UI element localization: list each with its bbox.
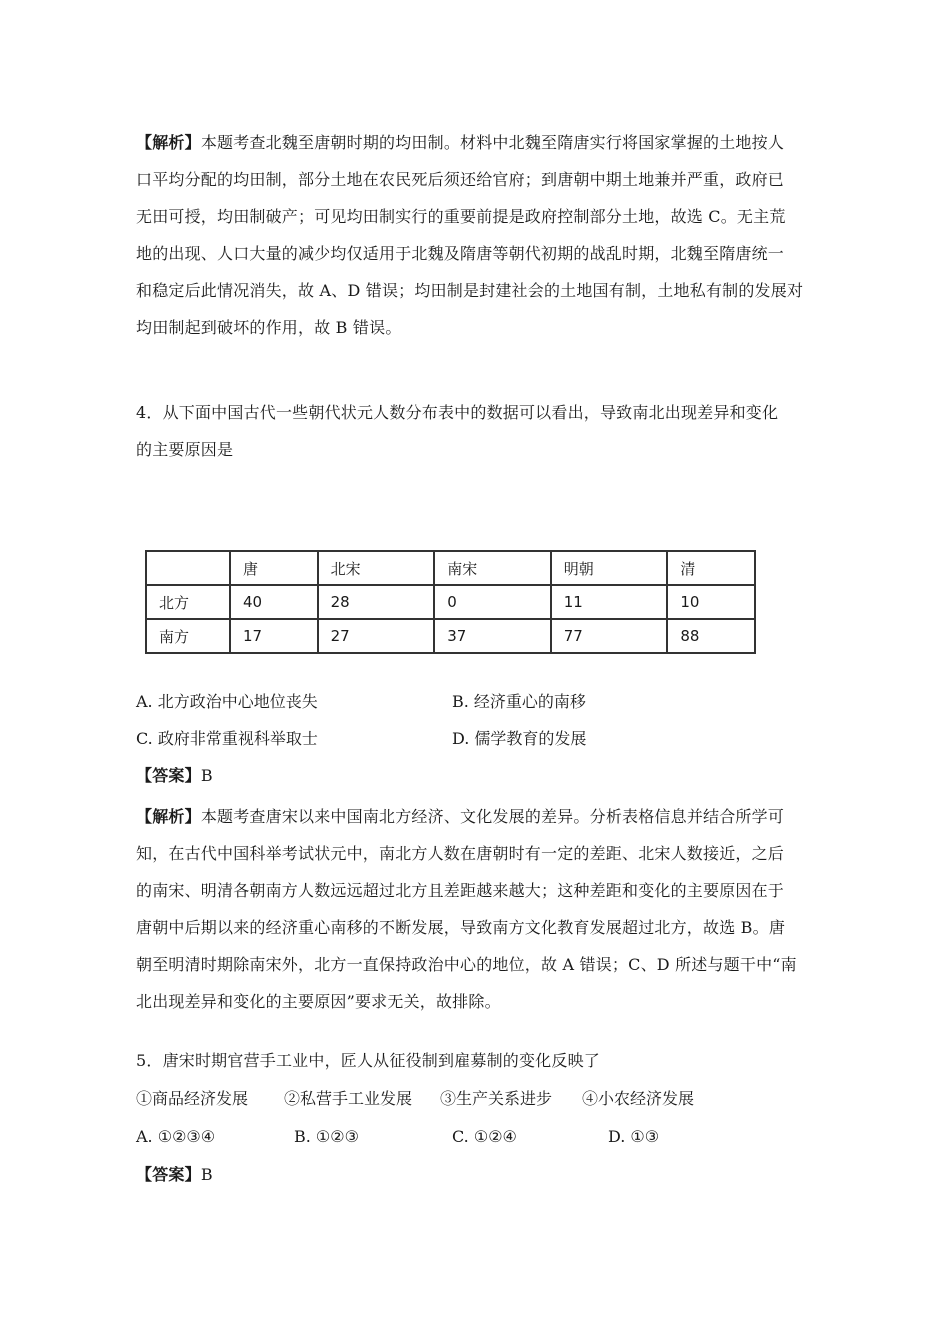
table-header-row (146, 551, 755, 585)
q5-item: ①商品经济发展 (136, 1089, 249, 1108)
q4-analysis-line: 北出现差异和变化的主要原因”要求无关，故排除。 (136, 992, 501, 1011)
q4-analysis-line: 的南宋、明清各朝南方人数远远超过北方且差距越来越大；这种差距和变化的主要原因在于 (136, 881, 785, 900)
q5-option-a: A. ①②③④ (136, 1127, 216, 1146)
q5-option-d: D. ①③ (608, 1127, 660, 1146)
q4-option-a: A. 北方政治中心地位丧失 (136, 692, 318, 711)
table-cell: 27 (318, 619, 435, 653)
q5-option-c: C. ①②④ (452, 1127, 517, 1146)
answer-label: 【答案】 (136, 1165, 201, 1184)
q4-answer (136, 757, 816, 794)
q3-analysis (136, 124, 816, 346)
table-cell: 南宋 (434, 551, 551, 585)
table-row (146, 619, 755, 653)
table-cell: 10 (667, 585, 755, 619)
table-cell: 37 (434, 619, 551, 653)
q4-option-d: D. 儒学教育的发展 (452, 729, 587, 748)
q4-analysis-line: 唐朝中后期以来的经济重心南移的不断发展，导致南方文化教育发展超过北方，故选 B。唐 (136, 918, 786, 937)
q5-item: ②私营手工业发展 (284, 1089, 413, 1108)
table-row (146, 585, 755, 619)
table-cell: 11 (551, 585, 668, 619)
q4-analysis (136, 798, 816, 1020)
q5-item: ④小农经济发展 (582, 1089, 695, 1108)
table-cell: 唐 (230, 551, 318, 585)
answer-value: B (200, 766, 213, 785)
q5-options-row (136, 1118, 816, 1155)
q4-analysis-line: 朝至明清时期除南宋外，北方一直保持政治中心的地位，故 A 错误；C、D 所述与题干中“南 (136, 955, 797, 974)
q4-stem (136, 394, 816, 468)
q4-stem-line: 4．从下面中国古代一些朝代状元人数分布表中的数据可以看出，导致南北出现差异和变化 (136, 403, 779, 422)
q3-analysis-line: 和稳定后此情况消失，故 A、D 错误；均田制是封建社会的土地国有制，土地私有制的发展对 (136, 281, 804, 300)
q5-option-b: B. ①②③ (294, 1127, 359, 1146)
q3-analysis-line: 无田可授，均田制破产；可见均田制实行的重要前提是政府控制部分土地，故选 C。无主荒 (136, 207, 786, 226)
q4-analysis-line: 【解析】本题考查唐宋以来中国南北方经济、文化发展的差异。分析表格信息并结合所学可 (136, 807, 785, 826)
q3-analysis-line: 地的出现、人口大量的减少均仅适用于北魏及隋唐等朝代初期的战乱时期，北魏至隋唐统一 (136, 244, 785, 263)
table-cell: 17 (230, 619, 318, 653)
answer-label: 【答案】 (136, 766, 201, 785)
q4-options-row-1 (136, 683, 816, 720)
q4-stem-line: 的主要原因是 (136, 440, 234, 459)
q3-analysis-line: 【解析】本题考查北魏至唐朝时期的均田制。材料中北魏至隋唐实行将国家掌握的土地按人 (136, 133, 785, 152)
table-cell: 清 (667, 551, 755, 585)
q4-analysis-line: 知，在古代中国科举考试状元中，南北方人数在唐朝时有一定的差距、北宋人数接近，之后 (136, 844, 785, 863)
q5-item: ③生产关系进步 (440, 1089, 553, 1108)
q4-option-c: C. 政府非常重视科举取士 (136, 729, 318, 748)
analysis-label: 【解析】 (136, 133, 201, 152)
analysis-label: 【解析】 (136, 807, 201, 826)
table-cell: 南方 (146, 619, 230, 653)
q5-answer (136, 1156, 816, 1193)
q5-stem: 5．唐宋时期官营手工业中，匠人从征役制到雇募制的变化反映了 (136, 1051, 600, 1070)
table-cell: 北宋 (318, 551, 435, 585)
q5-items-row (136, 1080, 816, 1117)
table-cell (146, 551, 230, 585)
q4-options-row-2 (136, 720, 816, 757)
table-cell: 北方 (146, 585, 230, 619)
zhuangyuan-table (145, 550, 756, 654)
table-cell: 明朝 (551, 551, 668, 585)
table-cell: 0 (434, 585, 551, 619)
q4-option-b: B. 经济重心的南移 (452, 692, 586, 711)
table-cell: 77 (551, 619, 668, 653)
table-cell: 88 (667, 619, 755, 653)
q3-analysis-line: 均田制起到破坏的作用，故 B 错误。 (136, 318, 402, 337)
q3-analysis-line: 口平均分配的均田制，部分土地在农民死后须还给官府；到唐朝中期土地兼并严重，政府已 (136, 170, 785, 189)
table-cell: 28 (318, 585, 435, 619)
table-cell: 40 (230, 585, 318, 619)
answer-value: B (200, 1165, 213, 1184)
